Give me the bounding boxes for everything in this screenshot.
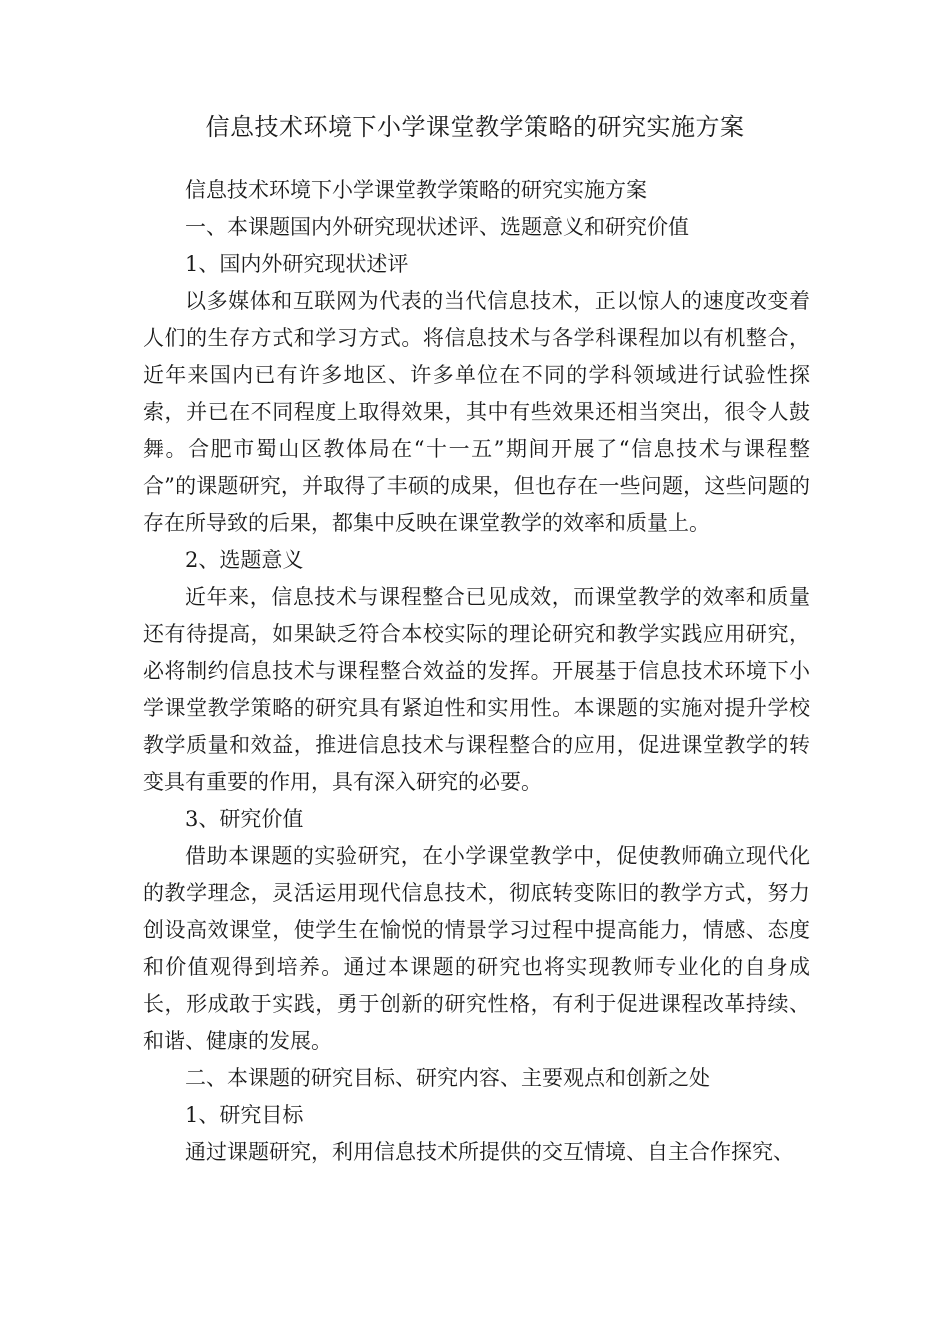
body-paragraph: 以多媒体和互联网为代表的当代信息技术，正以惊人的速度改变着人们的生存方式和学习方式。将信息技术与各学科课程加以有机整合，近年来国内已有许多地区、许多单位在不同的学科领域进行试验性探索，并已在不同程度上取得效果，其中有些效果还相当突出，很令人鼓舞。合肥市蜀山区教体局在“十一五”期间开展了“信息技术与课程整合”的课题研究，并取得了丰硕的成果，但也存在一些问题，这些问题的存在所导致的后果，都集中反映在课堂教学的效率和质量上。 <box>143 289 810 535</box>
subsection-heading-1-1: 1、国内外研究现状述评 <box>185 252 409 276</box>
section-heading-1: 一、本课题国内外研究现状述评、选题意义和研究价值 <box>185 215 689 239</box>
section-heading-2: 二、本课题的研究目标、研究内容、主要观点和创新之处 <box>185 1066 710 1090</box>
document-title: 信息技术环境下小学课堂教学策略的研究实施方案 <box>205 113 745 141</box>
subsection-heading-2-1: 1、研究目标 <box>185 1103 304 1127</box>
body-paragraph: 通过课题研究，利用信息技术所提供的交互情境、自主合作探究、 <box>185 1140 794 1164</box>
document-body <box>143 172 810 1171</box>
body-paragraph: 借助本课题的实验研究，在小学课堂教学中，促使教师确立现代化的教学理念，灵活运用现代信息技术，彻底转变陈旧的教学方式，努力创设高效课堂，使学生在愉悦的情景学习过程中提高能力，情感、态度和价值观得到培养。通过本课题的研究也将实现教师专业化的自身成长，形成敢于实践，勇于创新的研究性格，有利于促进课程改革持续、和谐、健康的发展。 <box>143 844 810 1053</box>
body-paragraph: 近年来，信息技术与课程整合已见成效，而课堂教学的效率和质量还有待提高，如果缺乏符合本校实际的理论研究和教学实践应用研究，必将制约信息技术与课程整合效益的发挥。开展基于信息技术环境下小学课堂教学策略的研究具有紧迫性和实用性。本课题的实施对提升学校教学质量和效益，推进信息技术与课程整合的应用，促进课堂教学的转变具有重要的作用，具有深入研究的必要。 <box>143 585 810 794</box>
subsection-heading-1-2: 2、选题意义 <box>185 548 304 572</box>
subsection-heading-1-3: 3、研究价值 <box>185 807 304 831</box>
subtitle-paragraph: 信息技术环境下小学课堂教学策略的研究实施方案 <box>185 178 647 202</box>
